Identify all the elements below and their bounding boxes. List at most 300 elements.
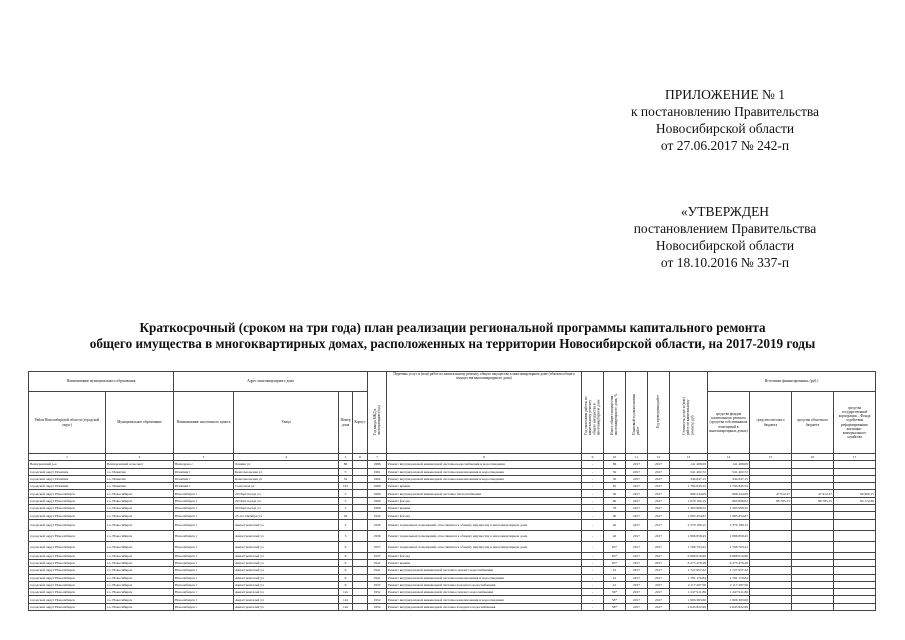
appendix-line-4: от 27.06.2017 № 242-п (660, 138, 790, 153)
table-row (29, 603, 876, 610)
cell-repair-cost: 1 363 998,52 (670, 505, 708, 512)
cell-street: 25 лет Октября ул (234, 512, 339, 519)
appendix-line-2: к постановлению Правительства (630, 104, 820, 119)
approved-line-3: Новосибирской области (655, 238, 795, 253)
column-index-cell: 3 (174, 454, 234, 461)
cell-fund-local (750, 483, 792, 490)
cell-last-repair-year: - (582, 490, 604, 497)
cell-last-repair-year: - (582, 461, 604, 468)
cell-fund-local (750, 530, 792, 541)
cell-municipal-formation: г.о. Новосибирск (106, 589, 174, 596)
cell-works-description: Ремонт подвальных помещений, относящихся к общему имуществу в многоквартирном доме (387, 519, 582, 530)
header-house: Номер дома (339, 392, 353, 454)
cell-planned-year: 2017 (626, 497, 648, 504)
header-c12: Год проведения работ (656, 395, 661, 429)
cell-works-year: 2017 (648, 541, 670, 552)
cell-municipal-formation: г.о. Новосибирск (106, 497, 174, 504)
cell-planned-year: 2017 (626, 559, 648, 566)
header-municipality: Наименование муниципального образования (29, 372, 174, 392)
cell-settlement: Новосибирск г (174, 603, 234, 610)
cell-settlement: Новосибирск г (174, 567, 234, 574)
cell-fund-federal (834, 541, 876, 552)
cell-corpus (353, 559, 368, 566)
cell-municipal-formation: г.о. Новосибирск (106, 581, 174, 588)
cell-corpus (353, 461, 368, 468)
cell-street: Ленина ул (234, 461, 339, 468)
header-c12-cell (648, 372, 670, 454)
cell-last-repair-year: - (582, 596, 604, 603)
cell-fund-local (750, 589, 792, 596)
cell-house-number: 5 (339, 497, 353, 504)
cell-corpus (353, 475, 368, 482)
cell-settlement: Новосибирск г (174, 589, 234, 596)
appendix-heading (625, 86, 825, 154)
cell-wear-percent: 56* (604, 589, 626, 596)
approved-heading (615, 203, 835, 271)
cell-last-repair-year: - (582, 559, 604, 566)
header-c13: Стоимость услуг и (или) работ по капитальному ремонту, руб. (682, 397, 695, 435)
cell-fund-local (750, 505, 792, 512)
cell-street: Комсомольская ул (234, 475, 339, 482)
header-year-cell (368, 372, 387, 454)
cell-district: городской округ Новосибирск (29, 505, 106, 512)
cell-last-repair-year: - (582, 512, 604, 519)
column-index-row (29, 454, 876, 461)
table-body (29, 461, 876, 611)
cell-street: Комсомольская ул (234, 468, 339, 475)
cell-fund-owners: 1 363 998,52 (708, 505, 750, 512)
column-index-cell: 1 (29, 454, 106, 461)
cell-district: городской округ Новосибирск (29, 574, 106, 581)
header-funding: Источники финансирования, (руб.) (708, 372, 876, 392)
table-header (29, 372, 876, 461)
cell-repair-cost: 1 768 703,22 (670, 541, 708, 552)
cell-fund-federal: 84 172,66 (834, 497, 876, 504)
cell-planned-year: 2017 (626, 581, 648, 588)
cell-settlement: Новосибирск г (174, 574, 234, 581)
cell-works-year: 2017 (648, 512, 670, 519)
cell-street: Авиастроителей ул (234, 530, 339, 541)
cell-last-repair-year: - (582, 552, 604, 559)
cell-fund-regional (792, 475, 834, 482)
cell-wear-percent: 41 (604, 567, 626, 574)
cell-fund-regional (792, 589, 834, 596)
column-index-cell: 2 (106, 454, 174, 461)
cell-repair-cost: 1 866 858,45 (670, 530, 708, 541)
cell-wear-percent: 41 (604, 581, 626, 588)
cell-municipal-formation: г.о. Новосибирск (106, 559, 174, 566)
cell-fund-owners: 2 117 297,56 (708, 581, 750, 588)
cell-house-number: 5 (339, 505, 353, 512)
cell-fund-local (750, 475, 792, 482)
header-year: Год ввода МКД в эксплуатацию (год) (372, 405, 381, 435)
cell-wear-percent: 65 (604, 483, 626, 490)
column-index-cell: 13 (670, 454, 708, 461)
header-corpus: Корпус (353, 392, 368, 454)
cell-settlement: Новосибирск г (174, 596, 234, 603)
cell-planned-year: 2017 (626, 552, 648, 559)
cell-fund-federal (834, 596, 876, 603)
cell-works-year: 2017 (648, 574, 670, 581)
cell-fund-local (750, 603, 792, 610)
header-c11-cell (626, 372, 648, 454)
cell-works-description: Ремонт внутридомовой инженерной системы холодного водоснабжения (387, 603, 582, 610)
cell-district: городской округ Новосибирск (29, 567, 106, 574)
cell-fund-owners: 6 275 476,28 (708, 559, 750, 566)
table-row (29, 519, 876, 530)
cell-municipal-formation: г.о. Новосибирск (106, 603, 174, 610)
cell-fund-owners: 863 896,61 (708, 497, 750, 504)
cell-district: городской округ Новосибирск (29, 603, 106, 610)
cell-works-description: Ремонт крыши (387, 505, 582, 512)
cell-corpus (353, 596, 368, 603)
cell-works-year: 2017 (648, 461, 670, 468)
cell-wear-percent: 58* (604, 596, 626, 603)
cell-house-number: 9 (339, 581, 353, 588)
cell-settlement: Новосибирск г (174, 559, 234, 566)
cell-settlement: Венгерово с (174, 461, 234, 468)
cell-works-year: 2017 (648, 596, 670, 603)
cell-planned-year: 2017 (626, 519, 648, 530)
cell-settlement: Новосибирск г (174, 512, 234, 519)
cell-district: городской округ Новосибирск (29, 589, 106, 596)
cell-fund-regional (792, 567, 834, 574)
cell-corpus (353, 581, 368, 588)
cell-planned-year: 2017 (626, 475, 648, 482)
cell-municipal-formation: г.о. Новосибирск (106, 505, 174, 512)
cell-last-repair-year: - (582, 519, 604, 530)
cell-year-built: 1962 (368, 475, 387, 482)
cell-municipal-formation: г.о. Искитим (106, 468, 174, 475)
approved-line-1: «УТВЕРЖДЕН (680, 204, 770, 219)
cell-corpus (353, 541, 368, 552)
cell-settlement: Новосибирск г (174, 497, 234, 504)
cell-works-description: Ремонт фасада (387, 497, 582, 504)
column-index-cell: 5 (339, 454, 353, 461)
cell-works-description: Ремонт крыши (387, 483, 582, 490)
cell-street: Авиастроителей ул (234, 574, 339, 581)
cell-fund-owners: 1 727 957,22 (708, 567, 750, 574)
cell-district: городской округ Новосибирск (29, 596, 106, 603)
cell-street: Авиастроителей ул (234, 552, 339, 559)
cell-wear-percent: 76 (604, 505, 626, 512)
cell-fund-owners: 9 808 616,60 (708, 552, 750, 559)
title-line-1: Краткосрочный (сроком на три года) план реализации региональной программы капитального ремонта (139, 320, 766, 335)
cell-corpus (353, 519, 368, 530)
cell-corpus (353, 505, 368, 512)
cell-planned-year: 2017 (626, 483, 648, 490)
cell-settlement: Искитим г (174, 483, 234, 490)
cell-fund-local (750, 461, 792, 468)
cell-year-built: 1986 (368, 461, 387, 468)
cell-street: 20 Партсъезда ул (234, 490, 339, 497)
cell-municipal-formation: г.о. Новосибирск (106, 552, 174, 559)
cell-district: городской округ Новосибирск (29, 490, 106, 497)
cell-planned-year: 2017 (626, 574, 648, 581)
approved-line-4: от 18.10.2016 № 337-п (660, 255, 790, 270)
cell-district: городской округ Искитим (29, 468, 106, 475)
cell-fund-local (750, 519, 792, 530)
table-row (29, 497, 876, 504)
cell-works-description: Ремонт внутридомовой инженерной системы горячего водоснабжения (387, 567, 582, 574)
cell-district: городской округ Искитим (29, 475, 106, 482)
cell-repair-cost: 2 117 297,56 (670, 581, 708, 588)
cell-fund-owners: 2 645 822,99 (708, 603, 750, 610)
cell-fund-regional (792, 483, 834, 490)
table-row (29, 567, 876, 574)
cell-year-built: 1966 (368, 497, 387, 504)
cell-municipal-formation: г.о. Новосибирск (106, 596, 174, 603)
cell-works-description: Ремонт крыши (387, 559, 582, 566)
table-row (29, 574, 876, 581)
cell-fund-local (750, 574, 792, 581)
cell-wear-percent: 50 (604, 490, 626, 497)
cell-fund-regional (792, 541, 834, 552)
cell-fund-federal (834, 530, 876, 541)
cell-municipal-formation: Венгеровский сельсовет (106, 461, 174, 468)
cell-year-built: 1966 (368, 505, 387, 512)
table-row (29, 468, 876, 475)
cell-works-description: Ремонт подвальных помещений, относящихся к общему имуществу в многоквартирном доме (387, 530, 582, 541)
cell-year-built: 1941 (368, 574, 387, 581)
cell-fund-federal (834, 589, 876, 596)
cell-fund-regional (792, 512, 834, 519)
cell-street: Авиастроителей ул (234, 581, 339, 588)
cell-street: Авиастроителей ул (234, 519, 339, 530)
cell-year-built: 1961 (368, 468, 387, 475)
cell-corpus (353, 497, 368, 504)
cell-year-built: 1966 (368, 490, 387, 497)
cell-corpus (353, 574, 368, 581)
cell-works-description: Ремонт внутридомовой инженерной системы холодного водоснабжения (387, 581, 582, 588)
header-fund-16: средства областного бюджета (792, 392, 834, 454)
cell-works-description: Ремонт фасада (387, 512, 582, 519)
cell-repair-cost: 344 647,15 (670, 475, 708, 482)
cell-year-built: 1952 (368, 603, 387, 610)
cell-district: городской округ Искитим (29, 483, 106, 490)
cell-year-built: 1937 (368, 552, 387, 559)
cell-wear-percent: 50 (604, 475, 626, 482)
cell-repair-cost: 1 079 182,15 (670, 497, 708, 504)
cell-last-repair-year: - (582, 497, 604, 504)
column-index-cell: 7 (368, 454, 387, 461)
cell-corpus (353, 468, 368, 475)
cell-year-built: 1937 (368, 541, 387, 552)
cell-fund-regional (792, 519, 834, 530)
cell-fund-owners: 1 866 858,45 (708, 530, 750, 541)
table-row (29, 559, 876, 566)
cell-fund-federal (834, 483, 876, 490)
cell-fund-owners: 1 781 170,84 (708, 574, 750, 581)
cell-fund-regional: 88 785,15 (792, 497, 834, 504)
table-row (29, 530, 876, 541)
table-row (29, 512, 876, 519)
cell-last-repair-year: - (582, 505, 604, 512)
cell-fund-owners: 344 647,15 (708, 475, 750, 482)
cell-planned-year: 2017 (626, 512, 648, 519)
cell-settlement: Искитим г (174, 475, 234, 482)
cell-fund-local (750, 468, 792, 475)
cell-works-year: 2017 (648, 483, 670, 490)
cell-fund-regional (792, 461, 834, 468)
cell-fund-federal (834, 461, 876, 468)
cell-works-description: Ремонт внутридомовой инженерной системы канализования и водоотведения (387, 468, 582, 475)
cell-house-number: 26 (339, 512, 353, 519)
cell-fund-owners: 1 784 845,55 (708, 483, 750, 490)
table-row (29, 581, 876, 588)
cell-street: Авиастроителей ул (234, 589, 339, 596)
cell-fund-owners: 996 244,09 (708, 490, 750, 497)
cell-last-repair-year: - (582, 475, 604, 482)
cell-works-description: Ремонт внутридомовой инженерной системы теплоснабжения (387, 490, 582, 497)
cell-repair-cost: 6 275 476,28 (670, 559, 708, 566)
cell-street: Авиастроителей ул (234, 567, 339, 574)
table-row (29, 505, 876, 512)
cell-works-description: Ремонт внутридомовой инженерной системы водоснабжения и водоотведения (387, 461, 582, 468)
cell-settlement: Новосибирск г (174, 490, 234, 497)
cell-district: Венгеровский р-н (29, 461, 106, 468)
cell-works-year: 2017 (648, 581, 670, 588)
cell-fund-local (750, 559, 792, 566)
column-index-cell: 9 (582, 454, 604, 461)
appendix-line-1: ПРИЛОЖЕНИЕ № 1 (664, 87, 786, 102)
cell-works-description: Ремонт внутридомовой инженерной системы горячего водоснабжения (387, 589, 582, 596)
cell-year-built: 1968 (368, 483, 387, 490)
cell-fund-federal (834, 603, 876, 610)
cell-corpus (353, 552, 368, 559)
header-c11: Плановый год выполнения работ (632, 393, 641, 435)
cell-corpus (353, 589, 368, 596)
cell-works-year: 2017 (648, 603, 670, 610)
cell-corpus (353, 490, 368, 497)
cell-year-built: 1942 (368, 512, 387, 519)
header-c13-cell (670, 372, 708, 454)
column-index-cell: 6 (353, 454, 368, 461)
cell-works-year: 2017 (648, 475, 670, 482)
header-district: Район Новосибирской области (городской округ) (29, 392, 106, 454)
cell-fund-federal: 96 900,15 (834, 490, 876, 497)
title-line-2: общего имущества в многоквартирных домах, расположенных на территории Новосибирской области, на 2017-2019 годы (89, 336, 816, 351)
cell-repair-cost: 2 379 180,15 (670, 519, 708, 530)
cell-wear-percent: 86 (604, 461, 626, 468)
cell-fund-federal (834, 505, 876, 512)
cell-fund-owners: 141 489,09 (708, 461, 750, 468)
column-index-cell: 11 (626, 454, 648, 461)
cell-house-number: 6 (339, 541, 353, 552)
cell-fund-federal (834, 512, 876, 519)
cell-fund-local (750, 512, 792, 519)
cell-municipal-formation: г.о. Новосибирск (106, 541, 174, 552)
cell-fund-federal (834, 567, 876, 574)
cell-last-repair-year: - (582, 589, 604, 596)
table-row (29, 541, 876, 552)
cell-works-year: 2017 (648, 468, 670, 475)
cell-repair-cost: 1 247 911,86 (670, 589, 708, 596)
cell-planned-year: 2017 (626, 530, 648, 541)
header-c10-cell (604, 372, 626, 454)
header-mo: Муниципальное образование (106, 392, 174, 454)
cell-district: городской округ Новосибирск (29, 512, 106, 519)
cell-works-year: 2017 (648, 519, 670, 530)
cell-house-number: 12а (339, 589, 353, 596)
cell-fund-owners: 1 083 454,87 (708, 512, 750, 519)
cell-street: Авиастроителей ул (234, 596, 339, 603)
cell-settlement: Новосибирск г (174, 541, 234, 552)
cell-street: 20 Партсъезда ул (234, 497, 339, 504)
cell-municipal-formation: г.о. Новосибирск (106, 574, 174, 581)
cell-corpus (353, 530, 368, 541)
cell-works-year: 2017 (648, 552, 670, 559)
cell-fund-local (750, 541, 792, 552)
column-index-cell: 8 (387, 454, 582, 461)
column-index-cell: 4 (234, 454, 339, 461)
cell-repair-cost: 1 906 363,60 (670, 596, 708, 603)
cell-last-repair-year: - (582, 581, 604, 588)
cell-planned-year: 2017 (626, 468, 648, 475)
cell-district: городской округ Новосибирск (29, 519, 106, 530)
cell-district: городской округ Новосибирск (29, 581, 106, 588)
cell-year-built: 1941 (368, 567, 387, 574)
cell-wear-percent: 63* (604, 552, 626, 559)
cell-fund-regional (792, 574, 834, 581)
cell-fund-federal (834, 574, 876, 581)
cell-wear-percent: 50 (604, 468, 626, 475)
cell-last-repair-year: - (582, 567, 604, 574)
cell-repair-cost: 2 645 822,99 (670, 603, 708, 610)
table-row (29, 589, 876, 596)
cell-year-built: 1952 (368, 596, 387, 603)
cell-house-number: 6 (339, 552, 353, 559)
cell-planned-year: 2017 (626, 461, 648, 468)
cell-planned-year: 2017 (626, 490, 648, 497)
header-fund-15: средства местного бюджета (750, 392, 792, 454)
cell-house-number: 9 (339, 574, 353, 581)
cell-fund-local (750, 596, 792, 603)
cell-planned-year: 2017 (626, 505, 648, 512)
cell-wear-percent: 40 (604, 530, 626, 541)
cell-wear-percent: 65* (604, 559, 626, 566)
cell-corpus (353, 567, 368, 574)
cell-house-number: 9 (339, 559, 353, 566)
cell-fund-federal (834, 519, 876, 530)
cell-repair-cost: 1 727 957,22 (670, 567, 708, 574)
cell-municipal-formation: г.о. Новосибирск (106, 512, 174, 519)
cell-settlement: Новосибирск г (174, 519, 234, 530)
cell-last-repair-year: - (582, 468, 604, 475)
cell-works-description: Ремонт внутридомовой инженерной системы канализования и водоотведения (387, 574, 582, 581)
header-settlement: Наименование населенного пункта (174, 392, 234, 454)
cell-year-built: 1936 (368, 519, 387, 530)
cell-municipal-formation: г.о. Искитим (106, 483, 174, 490)
cell-works-description: Ремонт фасада (387, 552, 582, 559)
cell-street: Авиастроителей ул (234, 541, 339, 552)
cell-wear-percent: 60 (604, 512, 626, 519)
cell-fund-regional (792, 505, 834, 512)
cell-repair-cost: 541 402,72 (670, 468, 708, 475)
cell-fund-local: 88 785,15 (750, 497, 792, 504)
header-fund-14: средства фондов капитального ремонта (средства собственников помещений в многоквартирных домах) (708, 392, 750, 454)
cell-house-number: 3 (339, 530, 353, 541)
cell-planned-year: 2017 (626, 541, 648, 552)
cell-last-repair-year: - (582, 530, 604, 541)
column-index-cell: 15 (750, 454, 792, 461)
cell-repair-cost: 1 784 845,55 (670, 483, 708, 490)
cell-house-number: 12а (339, 603, 353, 610)
cell-fund-federal (834, 552, 876, 559)
cell-street: Советская ул (234, 483, 339, 490)
cell-fund-federal (834, 559, 876, 566)
cell-planned-year: 2017 (626, 603, 648, 610)
